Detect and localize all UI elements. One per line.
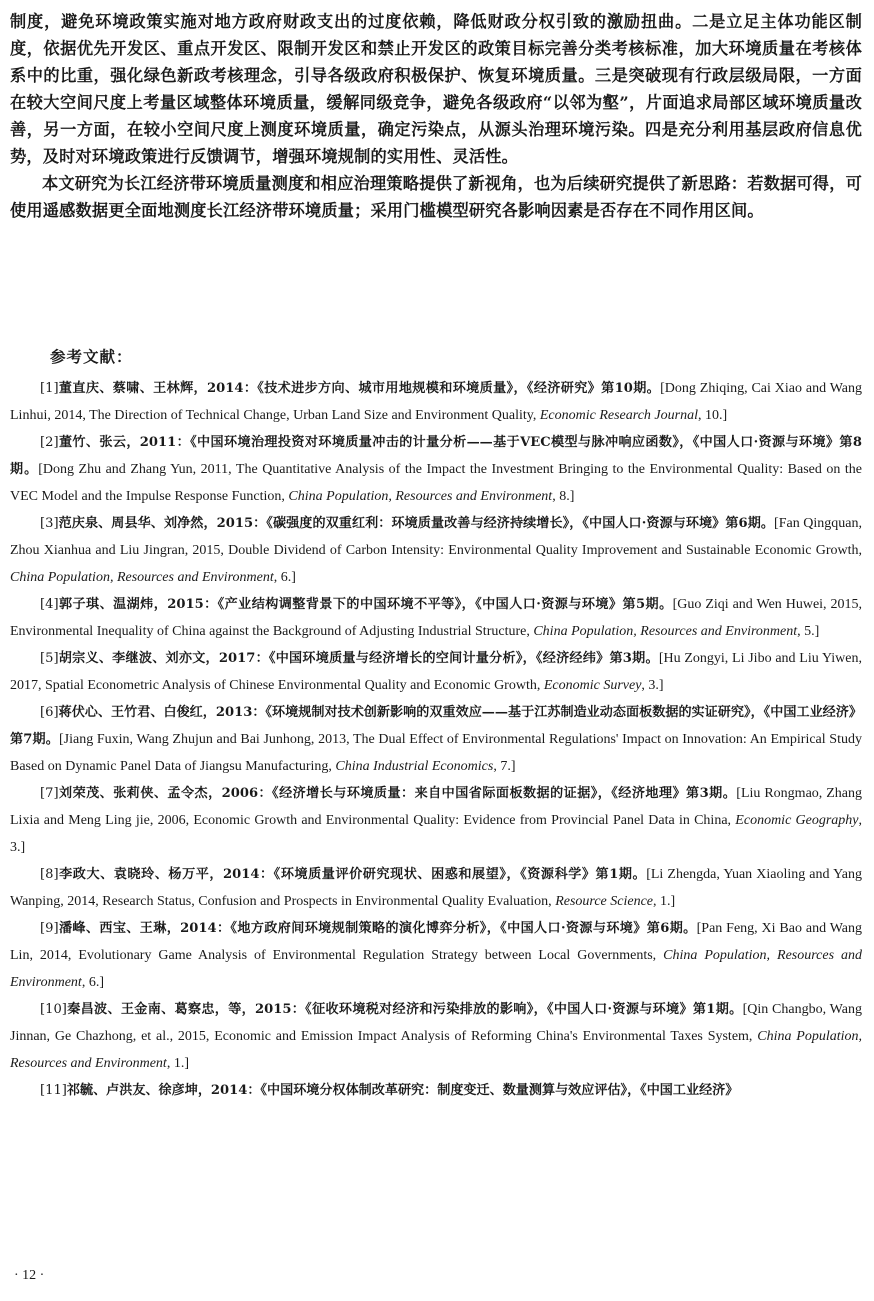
reference-item-4 <box>10 591 862 645</box>
reference-journal: China Population, Resources and Environment <box>10 570 274 585</box>
reference-tail: , 8.] <box>552 489 575 504</box>
reference-number: [7] <box>40 786 59 801</box>
reference-item-1 <box>10 375 862 429</box>
reference-english: [Hu Zongyi, Li Jibo and Liu Yiwen, 2017, Spatial Econometric Analysis of Chinese Environmental Quality and Economic Growth, <box>10 651 863 693</box>
body-paragraph-2: 本文研究为长江经济带环境质量测度和相应治理策略提供了新视角，也为后续研究提供了新思路：若数据可得，可使用遥感数据更全面地测度长江经济带环境质量；采用门槛模型研究各影响因素是否存在不同作用区间。 <box>10 174 862 220</box>
reference-chinese: 刘荣茂、张莉侠、孟令杰，2006：《经济增长与环境质量：来自中国省际面板数据的证据》，《经济地理》第3期。 <box>58 786 737 801</box>
reference-english: [Liu Rongmao, Zhang Lixia and Meng Ling jie, 2006, Economic Growth and Environmental Quality: Evidence from Provincial Panel Data in China, <box>10 786 863 828</box>
reference-tail: , 6.] <box>81 975 104 990</box>
reference-chinese: 蒋伏心、王竹君、白俊红，2013：《环境规制对技术创新影响的双重效应——基于江苏制造业动态面板数据的实证研究》，《中国工业经济》第7期。 <box>10 705 862 747</box>
reference-number: [2] <box>40 435 59 450</box>
reference-english: [Dong Zhu and Zhang Yun, 2011, The Quantitative Analysis of the Impact the Investment Bringing to the Environmental Quality: Based on the VEC Model and the Impulse Response Function, <box>10 462 863 504</box>
reference-item-8 <box>10 861 862 915</box>
reference-tail: , 5.] <box>797 624 820 639</box>
reference-journal: Resource Science <box>555 894 654 909</box>
reference-chinese: 郭子琪、温湖炜，2015：《产业结构调整背景下的中国环境不平等》，《中国人口·资源与环境》第5期。 <box>58 597 673 612</box>
reference-journal: Economic Geography <box>735 813 859 828</box>
reference-journal: China Population, Resources and Environment <box>533 624 798 639</box>
reference-item-10 <box>10 996 862 1077</box>
reference-chinese: 董竹、张云，2011：《中国环境治理投资对环境质量冲击的计量分析——基于VEC模型与脉冲响应函数》，《中国人口·资源与环境》第8期。 <box>10 435 862 477</box>
reference-item-3 <box>10 510 862 591</box>
references-heading: 参考文献： <box>50 347 133 366</box>
reference-item-2 <box>10 429 862 510</box>
reference-tail: , 3.] <box>641 678 664 693</box>
reference-tail: , 1.] <box>166 1056 189 1071</box>
reference-english: [Qin Changbo, Wang Jinnan, Ge Chazhong, et al., 2015, Economic and Emission Impact Analysis of Reforming China's Environmental Taxes System, <box>10 1002 862 1044</box>
reference-chinese: 胡宗义、李继波、刘亦文，2017：《中国环境质量与经济增长的空间计量分析》，《经济经纬》第3期。 <box>58 651 659 666</box>
reference-item-6 <box>10 699 862 780</box>
reference-tail: , 10.] <box>697 408 728 423</box>
reference-journal: China Population, Resources and Environment <box>10 1029 862 1071</box>
reference-item-5 <box>10 645 862 699</box>
reference-chinese: 潘峰、西宝、王琳，2014：《地方政府间环境规制策略的演化博弈分析》，《中国人口·资源与环境》第6期。 <box>58 921 697 936</box>
body-paragraph-1: 制度，避免环境政策实施对地方政府财政支出的过度依赖，降低财政分权引致的激励扭曲。二是立足主体功能区制度，依据优先开发区、重点开发区、限制开发区和禁止开发区的政策目标完善分类考核标准，加大环境质量在考核体系中的比重，强化绿色新政考核理念，引导各级政府积极保护、恢复环境质量。三是突破现有行政层级局限，一方面在较大空间尺度上考量区域整体环境质量，缓解同级竞争，避免各级政府“以邻为壑”，片面追求局部区域环境质量改善，另一方面，在较小空间尺度上测度环境质量，确定污染点，从源头治理环境污染。四是充分利用基层政府信息优势，及时对环境政策进行反馈调节，增强环境规制的实用性、灵活性。 <box>10 12 862 166</box>
reference-chinese: 祁毓、卢洪友、徐彦坤，2014：《中国环境分权体制改革研究：制度变迁、数量测算与效应评估》，《中国工业经济》 <box>66 1083 739 1098</box>
body-text <box>10 8 862 224</box>
reference-english: [Jiang Fuxin, Wang Zhujun and Bai Junhong, 2013, The Dual Effect of Environmental Regulations' Impact on Innovation: An Empirical Study Based on Dynamic Panel Data of Jiangsu Manufacturing, <box>10 732 862 774</box>
reference-number: [4] <box>40 597 59 612</box>
reference-tail: , 7.] <box>493 759 516 774</box>
reference-number: [10] <box>40 1002 67 1017</box>
reference-number: [1] <box>40 381 59 396</box>
reference-tail: , 1.] <box>653 894 676 909</box>
reference-journal: China Population, Resources and Environment <box>10 948 862 990</box>
reference-number: [5] <box>40 651 59 666</box>
reference-journal: Economic Research Journal <box>539 408 698 423</box>
reference-journal: Economic Survey <box>543 678 642 693</box>
page-number: · 12 · <box>14 1268 45 1283</box>
reference-chinese: 董直庆、蔡啸、王林辉，2014：《技术进步方向、城市用地规模和环境质量》，《经济研究》第10期。 <box>58 381 661 396</box>
reference-english: [Fan Qingquan, Zhou Xianhua and Liu Jingran, 2015, Double Dividend of Carbon Intensity: Environmental Quality Improvement and Sustainable Economic Growth, <box>10 516 862 558</box>
reference-number: [3] <box>40 516 59 531</box>
reference-tail: , 3.] <box>10 813 863 855</box>
reference-number: [6] <box>40 705 59 720</box>
reference-journal: China Industrial Economics <box>335 759 494 774</box>
references-list <box>10 375 862 1104</box>
reference-tail: , 6.] <box>273 570 296 585</box>
reference-number: [8] <box>40 867 59 882</box>
reference-english: [Li Zhengda, Yuan Xiaoling and Yang Wanping, 2014, Research Status, Confusion and Prospects in Environmental Quality Evaluation, <box>10 867 862 909</box>
reference-chinese: 李政大、袁晓玲、杨万平，2014：《环境质量评价研究现状、困惑和展望》，《资源科学》第1期。 <box>58 867 647 882</box>
reference-english: [Guo Ziqi and Wen Huwei, 2015, Environmental Inequality of China against the Background of Adjusting Industrial Structure, <box>10 597 862 639</box>
reference-chinese: 范庆泉、周县华、刘净然，2015：《碳强度的双重红利：环境质量改善与经济持续增长》，《中国人口·资源与环境》第6期。 <box>58 516 775 531</box>
reference-journal: China Population, Resources and Environment <box>288 489 553 504</box>
reference-item-9 <box>10 915 862 996</box>
reference-english: [Pan Feng, Xi Bao and Wang Lin, 2014, Evolutionary Game Analysis of Environmental Regulation Strategy between Local Governments, <box>10 921 862 963</box>
reference-number: [9] <box>40 921 59 936</box>
reference-number: [11] <box>40 1083 67 1098</box>
reference-item-11 <box>10 1077 862 1104</box>
reference-chinese: 秦昌波、王金南、葛察忠，等，2015：《征收环境税对经济和污染排放的影响》，《中国人口·资源与环境》第1期。 <box>66 1002 743 1017</box>
reference-english: [Dong Zhiqing, Cai Xiao and Wang Linhui, 2014, The Direction of Technical Change, Urban Land Size and Environment Quality, <box>10 381 862 423</box>
reference-item-7 <box>10 780 862 861</box>
